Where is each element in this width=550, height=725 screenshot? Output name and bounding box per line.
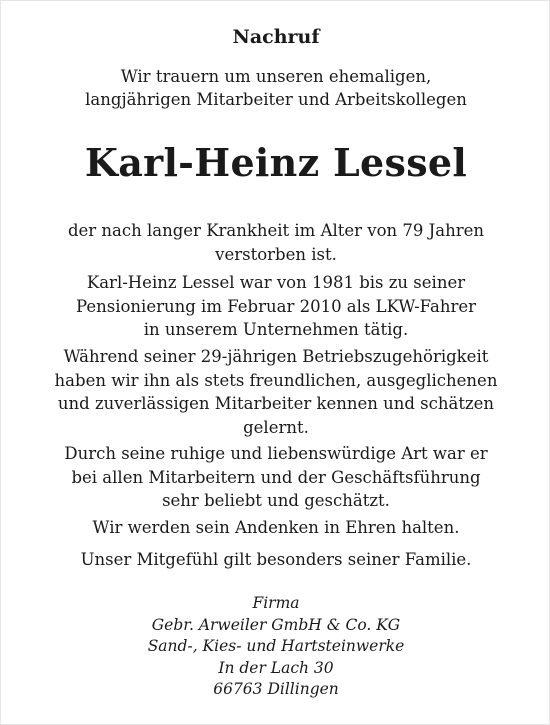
text-line: in unserem Unternehmen tätig. bbox=[143, 320, 409, 339]
company-name: Gebr. Arweiler GmbH & Co. KG bbox=[151, 615, 401, 634]
company-business: Sand-, Kies- und Hartsteinwerke bbox=[147, 637, 405, 655]
intro-line: langjährigen Mitarbeiter und Arbeitskollegen bbox=[85, 90, 467, 109]
text-line: Wir werden sein Andenken in Ehren halten. bbox=[92, 518, 460, 537]
text-line: gelernt. bbox=[243, 417, 309, 437]
text-line: Unser Mitgefühl gilt besonders seiner Familie. bbox=[80, 550, 472, 569]
text-line: sehr beliebt und geschätzt. bbox=[162, 491, 390, 510]
text-line: haben wir ihn als stets freundlichen, ausgeglichenen bbox=[54, 370, 498, 390]
paragraph-condolence bbox=[1, 548, 550, 572]
paragraph-tribute bbox=[1, 345, 550, 439]
intro-line: Wir trauern um unseren ehemaligen, bbox=[120, 67, 432, 86]
signoff-label: Firma bbox=[252, 594, 300, 612]
deceased-name: Karl-Heinz Lessel bbox=[84, 140, 468, 185]
paragraph-character bbox=[1, 442, 550, 513]
text-line: und zuverlässigen Mitarbeiter kennen und schätzen bbox=[57, 394, 495, 413]
intro-text bbox=[1, 65, 550, 111]
paragraph-memory bbox=[1, 516, 550, 540]
company-signoff bbox=[1, 593, 550, 701]
text-line: Karl-Heinz Lessel war von 1981 bis zu seiner bbox=[86, 273, 466, 292]
notice-heading: Nachruf bbox=[232, 26, 320, 48]
text-line: verstorben ist. bbox=[215, 244, 337, 264]
text-line: der nach langer Krankheit im Alter von 79 Jahren bbox=[67, 221, 485, 240]
text-line: bei allen Mitarbeitern und der Geschäftsführung bbox=[71, 467, 481, 487]
company-street: In der Lach 30 bbox=[218, 658, 334, 677]
text-line: Pensionierung im Februar 2010 als LKW-Fahrer bbox=[76, 296, 476, 316]
company-city: 66763 Dillingen bbox=[213, 680, 339, 698]
text-line: Durch seine ruhige und liebenswürdige Art war er bbox=[64, 444, 488, 463]
paragraph-illness bbox=[1, 219, 550, 266]
paragraph-employment bbox=[1, 271, 550, 342]
text-line: Während seiner 29-jährigen Betriebszugehörigkeit bbox=[63, 347, 489, 366]
